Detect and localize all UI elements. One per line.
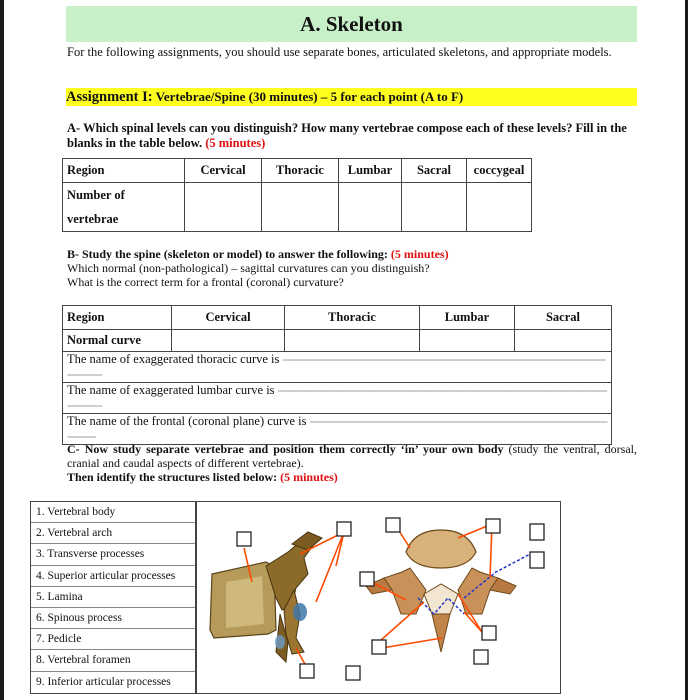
table-b-header-region: Region	[63, 306, 172, 330]
question-b-heading: B- Study the spine (skeleton or model) to answer the following:	[67, 247, 388, 261]
table-a-header-sacral: Sacral	[402, 159, 467, 183]
table-b-header-sacral: Sacral	[515, 306, 612, 330]
curvature-table	[62, 305, 612, 445]
table-a-header-lumbar: Lumbar	[339, 159, 402, 183]
vertebra-illustration	[196, 502, 560, 693]
table-a-cell-coccygeal[interactable]	[467, 183, 532, 232]
table-a-row-label	[63, 183, 185, 232]
table-a-header-coccygeal: coccygeal	[467, 159, 532, 183]
frontal-answer-line: -------------------------------------------------------------------------------------------------------	[67, 414, 607, 443]
assignment-banner	[66, 88, 637, 106]
answer-box[interactable]	[346, 666, 360, 680]
answer-box[interactable]	[530, 524, 544, 540]
question-b-line1: Which normal (non-pathological) – sagittal curvatures can you distinguish?	[67, 261, 430, 275]
page-left-edge	[0, 0, 4, 700]
structure-list	[30, 501, 197, 694]
answer-box[interactable]	[300, 664, 314, 678]
table-b-header-thoracic: Thoracic	[285, 306, 420, 330]
table-b-lumbar-question[interactable]	[63, 383, 612, 414]
thoracic-question-text: The name of exaggerated thoracic curve is	[67, 352, 280, 366]
question-b-time: (5 minutes)	[390, 247, 449, 261]
answer-box[interactable]	[474, 650, 488, 664]
table-a-header-thoracic: Thoracic	[262, 159, 339, 183]
question-a	[67, 121, 639, 151]
lumbar-question-text: The name of exaggerated lumbar curve is	[67, 383, 275, 397]
frontal-question-text: The name of the frontal (coronal plane) curve is	[67, 414, 307, 428]
table-a-cell-cervical[interactable]	[185, 183, 262, 232]
assignment-label: Assignment I:	[66, 89, 153, 105]
list-item: 4. Superior articular processes	[31, 566, 196, 587]
list-item: 2. Vertebral arch	[31, 523, 196, 544]
list-item: 9. Inferior articular processes	[36, 675, 171, 688]
answer-box[interactable]	[360, 572, 374, 586]
thoracic-answer-line: -----------------------------------------------------------------------------------------------------------------	[67, 352, 606, 381]
answer-box[interactable]	[372, 640, 386, 654]
table-b-normal-curve-label: Normal curve	[63, 330, 172, 352]
table-a-header-cervical: Cervical	[185, 159, 262, 183]
answer-box[interactable]	[530, 552, 544, 568]
table-a-row-label-line2: vertebrae	[67, 212, 119, 226]
list-item: 3. Transverse processes	[31, 544, 196, 565]
table-b-cell-thoracic[interactable]	[285, 330, 420, 352]
table-a-header-region: Region	[63, 159, 185, 183]
table-b-header-lumbar: Lumbar	[420, 306, 515, 330]
answer-box[interactable]	[486, 519, 500, 533]
question-a-time: (5 minutes)	[205, 136, 266, 150]
question-c-rest: (study the ventral, dorsal, cranial and caudal aspects of different vertebrae).	[67, 442, 637, 470]
question-c-heading: C- Now study separate vertebrae and position them correctly ‘in’ your own body	[67, 442, 504, 456]
table-a-cell-thoracic[interactable]	[262, 183, 339, 232]
vertebra-figure	[195, 501, 561, 694]
table-b-header-cervical: Cervical	[172, 306, 285, 330]
table-b-cell-sacral[interactable]	[515, 330, 612, 352]
question-a-text: A- Which spinal levels can you distinguish? How many vertebrae compose each of these levels? Fill in the blanks in the table below.	[67, 121, 627, 150]
table-a-cell-sacral[interactable]	[402, 183, 467, 232]
lumbar-answer-line: -------------------------------------------------------------------------------------------------------------------	[67, 383, 607, 412]
table-b-cell-lumbar[interactable]	[420, 330, 515, 352]
list-item: 8. Vertebral foramen	[31, 650, 196, 671]
spinal-levels-table	[62, 158, 532, 232]
list-item: 6. Spinous process	[31, 608, 196, 629]
question-b-line2: What is the correct term for a frontal (coronal) curvature?	[67, 275, 344, 289]
page-title: A. Skeleton	[66, 6, 637, 42]
question-c-line2: Then identify the structures listed below:	[67, 470, 278, 484]
table-b-cell-cervical[interactable]	[172, 330, 285, 352]
question-c-time: (5 minutes)	[280, 470, 338, 484]
assignment-description: Vertebrae/Spine (30 minutes) – 5 for each point (A to F)	[155, 89, 464, 104]
superior-vertebra-image	[366, 530, 534, 652]
question-c	[67, 442, 637, 484]
table-a-cell-lumbar[interactable]	[339, 183, 402, 232]
list-item: 7. Pedicle	[31, 629, 196, 650]
list-item: 5. Lamina	[31, 587, 196, 608]
answer-box[interactable]	[237, 532, 251, 546]
table-b-thoracic-question[interactable]	[63, 352, 612, 383]
table-a-row-label-line1: Number of	[67, 188, 125, 202]
list-item: 1. Vertebral body	[31, 502, 196, 523]
table-b-frontal-question[interactable]	[63, 414, 612, 445]
intro-text: For the following assignments, you should use separate bones, articulated skeletons, and appropriate models.	[67, 45, 612, 59]
answer-box[interactable]	[482, 626, 496, 640]
question-b	[67, 247, 627, 289]
answer-box[interactable]	[386, 518, 400, 532]
answer-box[interactable]	[337, 522, 351, 536]
